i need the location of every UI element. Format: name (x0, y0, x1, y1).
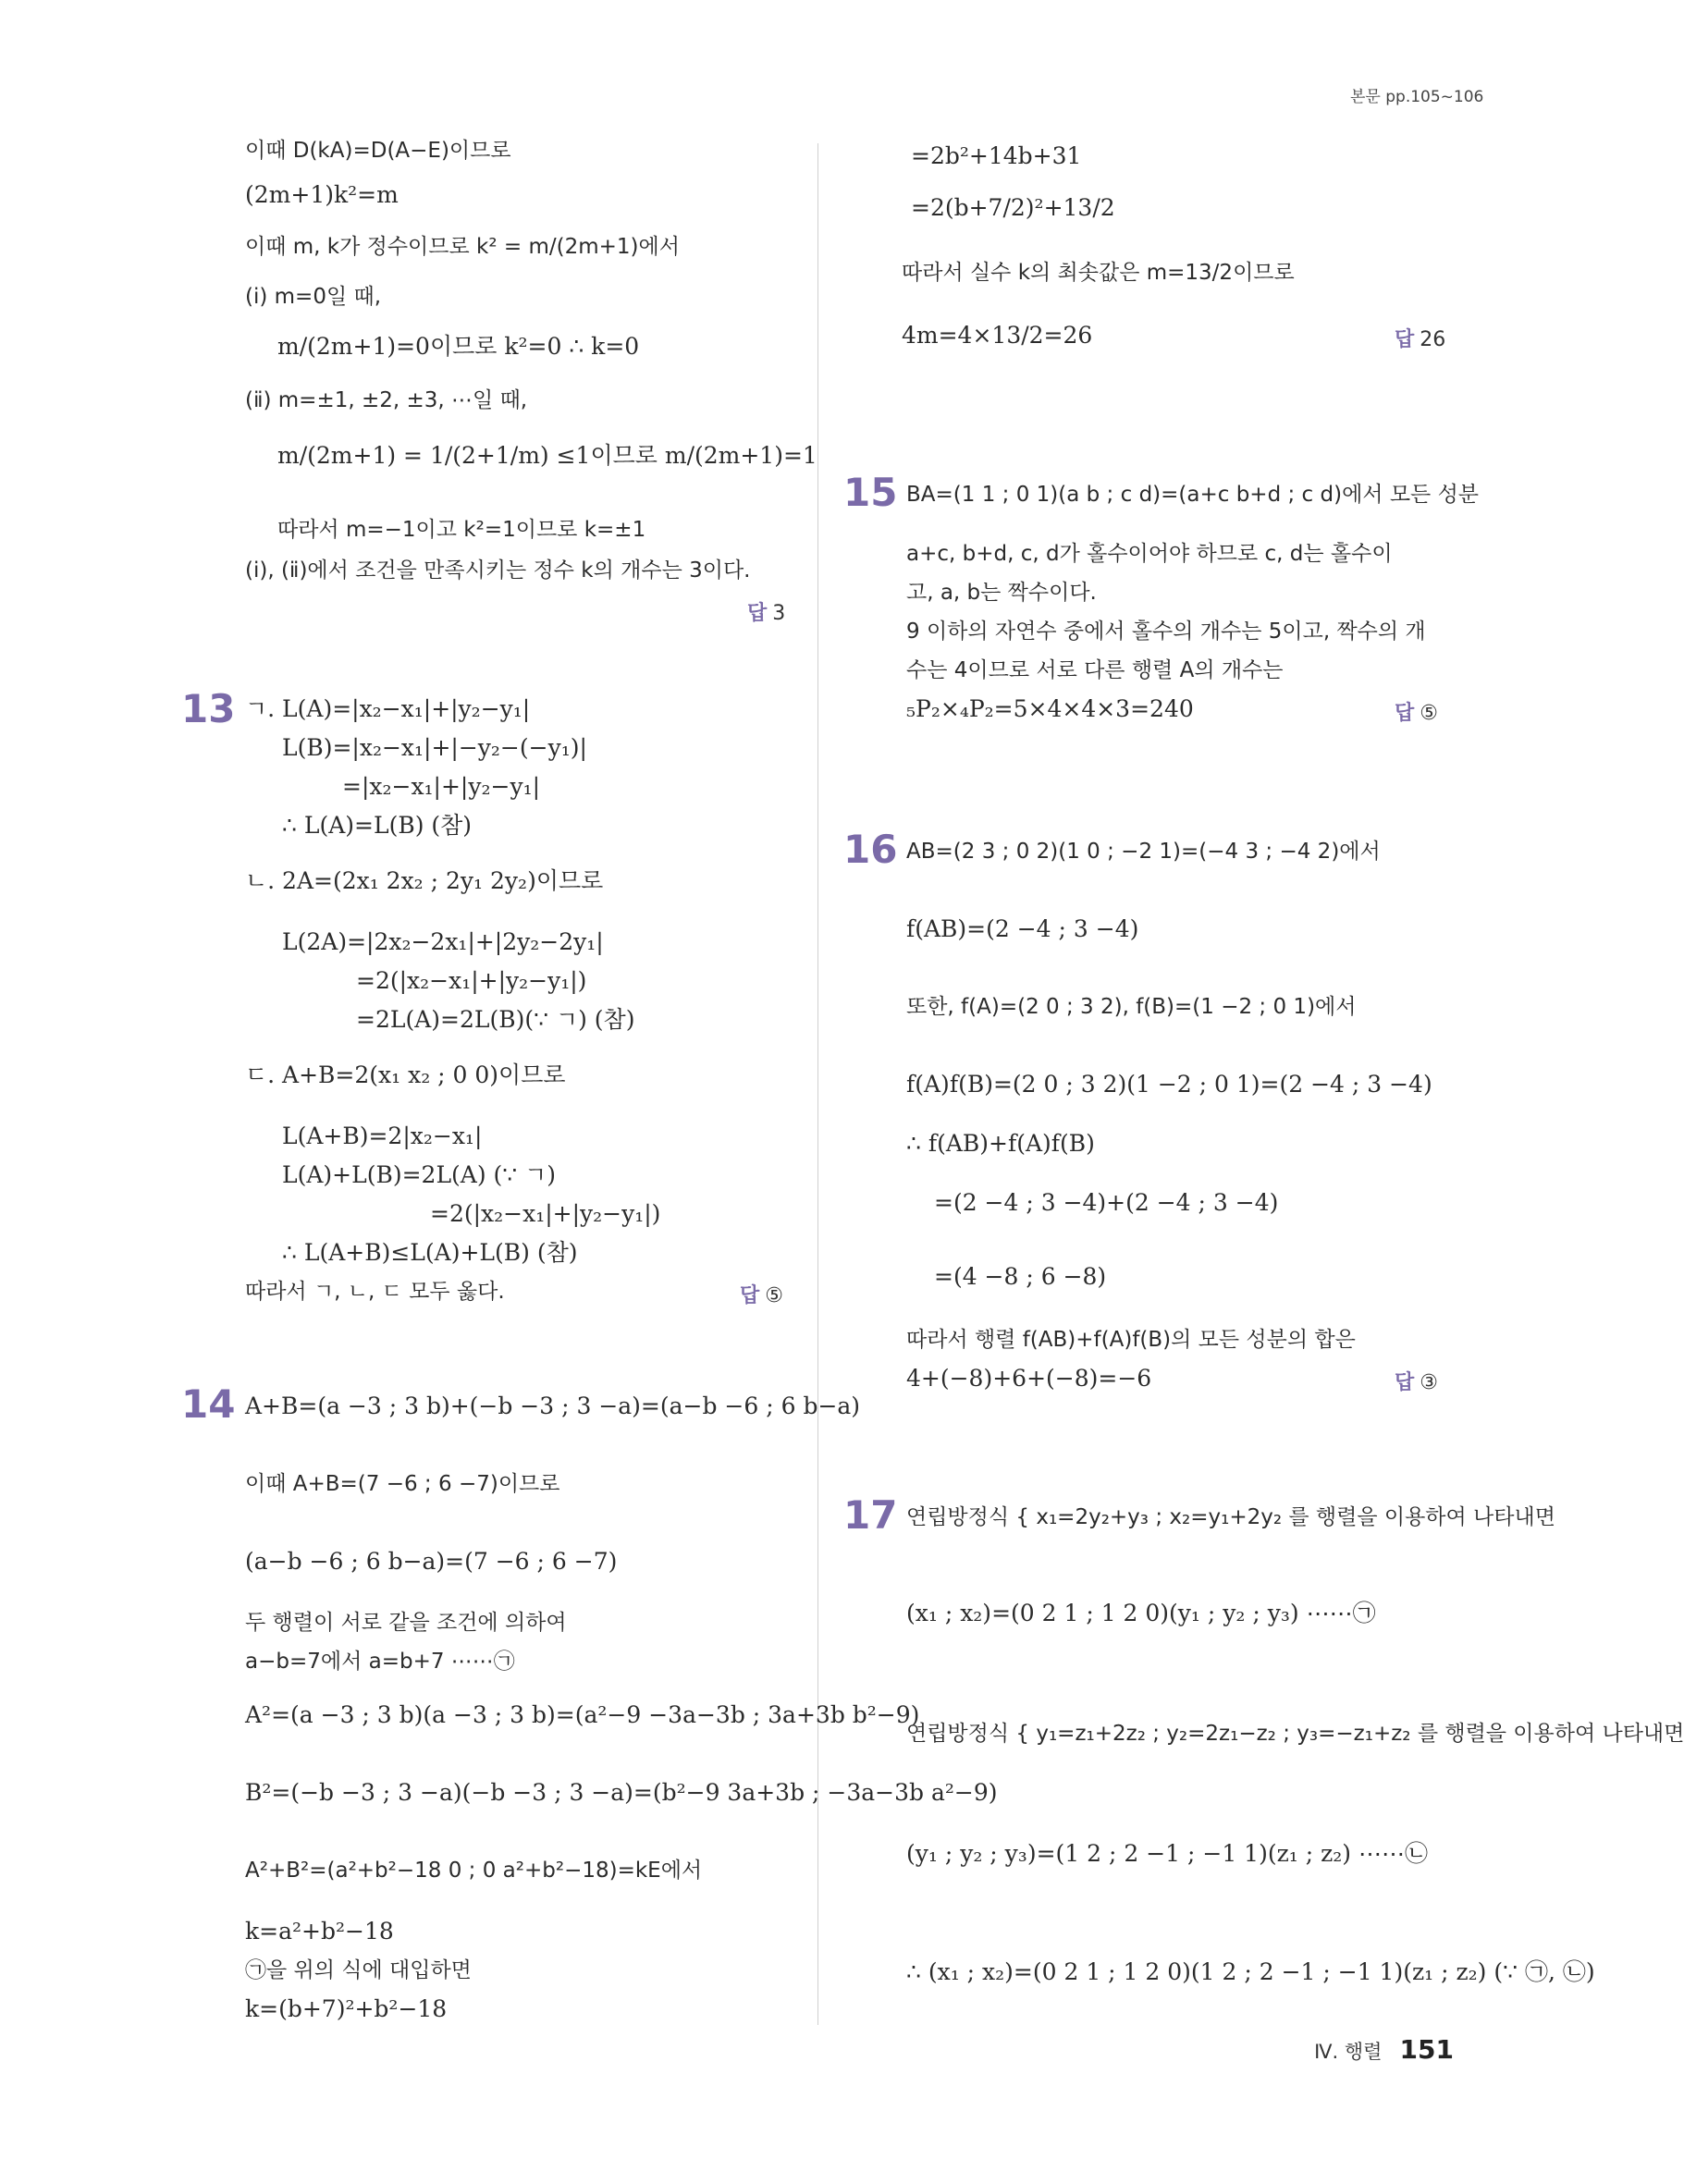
text-line: ㄴ. 2A=(2x₁ 2x₂ ; 2y₁ 2y₂)이므로 (245, 867, 604, 894)
answer-label: 답 (740, 1284, 760, 1307)
problem-number: 15 (843, 470, 898, 515)
text-line: ₅P₂×₄P₂=5×4×4×3=240 (906, 695, 1194, 722)
text-line: (2m+1)k²=m (245, 181, 399, 208)
text-line: (a−b −6 ; 6 b−a)=(7 −6 ; 6 −7) (245, 1548, 618, 1575)
text-line: f(A)f(B)=(2 0 ; 3 2)(1 −2 ; 0 1)=(2 −4 ; 3 −4) (906, 1071, 1432, 1098)
text-line: =2b²+14b+31 (911, 142, 1082, 169)
text-line: A²=(a −3 ; 3 b)(a −3 ; 3 b)=(a²−9 −3a−3b ; 3a+3b b²−9) (245, 1701, 920, 1728)
text-line: A²+B²=(a²+b²−18 0 ; 0 a²+b²−18)=kE에서 (245, 1859, 703, 1883)
text-line: 이때 A+B=(7 −6 ; 6 −7)이므로 (245, 1472, 560, 1496)
text-line: 따라서 행렬 f(AB)+f(A)f(B)의 모든 성분의 합은 (906, 1328, 1356, 1352)
text-line: =2(|x₂−x₁|+|y₂−y₁|) (356, 967, 587, 994)
text-line: B²=(−b −3 ; 3 −a)(−b −3 ; 3 −a)=(b²−9 3a+3b ; −3a−3b a²−9) (245, 1779, 998, 1806)
text-line: ∴ f(AB)+f(A)f(B) (906, 1130, 1095, 1157)
answer (740, 1280, 783, 1308)
text-line: =(2 −4 ; 3 −4)+(2 −4 ; 3 −4) (934, 1189, 1279, 1216)
text-line: 또한, f(A)=(2 0 ; 3 2), f(B)=(1 −2 ; 0 1)에서 (906, 995, 1357, 1019)
page-number: 151 (1399, 2034, 1454, 2065)
answer-label: 답 (747, 602, 768, 625)
text-line: =|x₂−x₁|+|y₂−y₁| (342, 773, 541, 800)
text-line: =2(b+7/2)²+13/2 (911, 194, 1115, 221)
text-line: L(2A)=|2x₂−2x₁|+|2y₂−2y₁| (282, 928, 604, 955)
column-divider (817, 143, 818, 2025)
text-line: 따라서 실수 k의 최솟값은 m=13/2이므로 (902, 261, 1295, 285)
text-line: f(AB)=(2 −4 ; 3 −4) (906, 915, 1139, 942)
text-line: L(A)+L(B)=2L(A) (∵ ㄱ) (282, 1161, 557, 1188)
text-line: 이때 m, k가 정수이므로 k² = m/(2m+1)에서 (245, 235, 680, 259)
text-line: a+c, b+d, c, d가 홀수이어야 하므로 c, d는 홀수이 (906, 542, 1393, 566)
text-line: m/(2m+1)=0이므로 k²=0 ∴ k=0 (277, 333, 640, 360)
text-line: BA=(1 1 ; 0 1)(a b ; c d)=(a+c b+d ; c d)에서 모든 성분 (906, 483, 1480, 507)
text-line: a−b=7에서 a=b+7 ⋯⋯㉠ (245, 1650, 515, 1674)
answer-value: 26 (1420, 328, 1446, 351)
page-reference: 본문 pp.105~106 (1350, 88, 1484, 106)
answer-value: ⑤ (765, 1284, 783, 1307)
text-line: A+B=(a −3 ; 3 b)+(−b −3 ; 3 −a)=(a−b −6 ; 6 b−a) (245, 1393, 861, 1419)
answer-value: ⑤ (1420, 702, 1438, 725)
text-line: 고, a, b는 짝수이다. (906, 581, 1097, 605)
problem-number: 16 (843, 827, 898, 872)
answer-label: 답 (1395, 702, 1415, 725)
text-line: =(4 −8 ; 6 −8) (934, 1263, 1107, 1290)
text-line: L(A+B)=2|x₂−x₁| (282, 1123, 483, 1149)
text-line: (y₁ ; y₂ ; y₃)=(1 2 ; 2 −1 ; −1 1)(z₁ ; z₂) ⋯⋯㉡ (906, 1840, 1428, 1867)
section-title: Ⅳ. 행렬 (1314, 2041, 1383, 2063)
text-line: 연립방정식 { y₁=z₁+2z₂ ; y₂=2z₁−z₂ ; y₃=−z₁+z₂ 를 행렬을 이용하여 나타내면 (906, 1722, 1684, 1746)
text-line: 9 이하의 자연수 중에서 홀수의 개수는 5이고, 짝수의 개 (906, 620, 1426, 644)
text-line: ㉠을 위의 식에 대입하면 (245, 1958, 472, 1982)
text-line: =2L(A)=2L(B)(∵ ㄱ) (참) (356, 1006, 635, 1033)
answer-value: 3 (772, 602, 786, 625)
text-line: (ⅰ) m=0일 때, (245, 285, 382, 309)
answer-label: 답 (1395, 1371, 1415, 1394)
text-line: ∴ L(A+B)≤L(A)+L(B) (참) (282, 1239, 578, 1266)
answer-label: 답 (1395, 328, 1415, 351)
text-line: 4+(−8)+6+(−8)=−6 (906, 1365, 1152, 1392)
text-line: k=a²+b²−18 (245, 1918, 394, 1945)
text-line: 따라서 m=−1이고 k²=1이므로 k=±1 (277, 518, 646, 542)
text-line: k=(b+7)²+b²−18 (245, 1995, 448, 2022)
text-line: ∴ (x₁ ; x₂)=(0 2 1 ; 1 2 0)(1 2 ; 2 −1 ; −1 1)(z₁ ; z₂) (∵ ㉠, ㉡) (906, 1958, 1595, 1985)
text-line: 이때 D(kA)=D(A−E)이므로 (245, 139, 511, 163)
problem-number: 13 (181, 686, 236, 731)
text-line: 수는 4이므로 서로 다른 행렬 A의 개수는 (906, 658, 1284, 682)
text-line: ㄱ. L(A)=|x₂−x₁|+|y₂−y₁| (245, 695, 531, 722)
answer (747, 597, 785, 626)
answer (1395, 1367, 1438, 1395)
text-line: 따라서 ㄱ, ㄴ, ㄷ 모두 옳다. (245, 1280, 505, 1304)
text-line: (ⅱ) m=±1, ±2, ±3, ⋯일 때, (245, 388, 528, 412)
text-line: (x₁ ; x₂)=(0 2 1 ; 1 2 0)(y₁ ; y₂ ; y₃) ⋯⋯㉠ (906, 1600, 1376, 1626)
answer (1395, 697, 1438, 726)
page-footer (1314, 2034, 1454, 2065)
answer (1395, 324, 1445, 352)
text-line: ㄷ. A+B=2(x₁ x₂ ; 0 0)이므로 (245, 1061, 566, 1088)
text-line: L(B)=|x₂−x₁|+|−y₂−(−y₁)| (282, 734, 587, 761)
text-line: m/(2m+1) = 1/(2+1/m) ≤1이므로 m/(2m+1)=1 (277, 442, 817, 469)
text-line: (ⅰ), (ⅱ)에서 조건을 만족시키는 정수 k의 개수는 3이다. (245, 558, 751, 583)
text-line: AB=(2 3 ; 0 2)(1 0 ; −2 1)=(−4 3 ; −4 2)에서 (906, 840, 1381, 864)
text-line: 두 행렬이 서로 같을 조건에 의하여 (245, 1611, 567, 1635)
text-line: 연립방정식 { x₁=2y₂+y₃ ; x₂=y₁+2y₂ 를 행렬을 이용하여 나타내면 (906, 1505, 1555, 1529)
problem-number: 14 (181, 1381, 236, 1427)
text-line: 4m=4×13/2=26 (902, 322, 1093, 349)
text-line: =2(|x₂−x₁|+|y₂−y₁|) (430, 1200, 661, 1227)
problem-number: 17 (843, 1492, 898, 1538)
answer-value: ③ (1420, 1371, 1438, 1394)
text-line: ∴ L(A)=L(B) (참) (282, 812, 473, 839)
